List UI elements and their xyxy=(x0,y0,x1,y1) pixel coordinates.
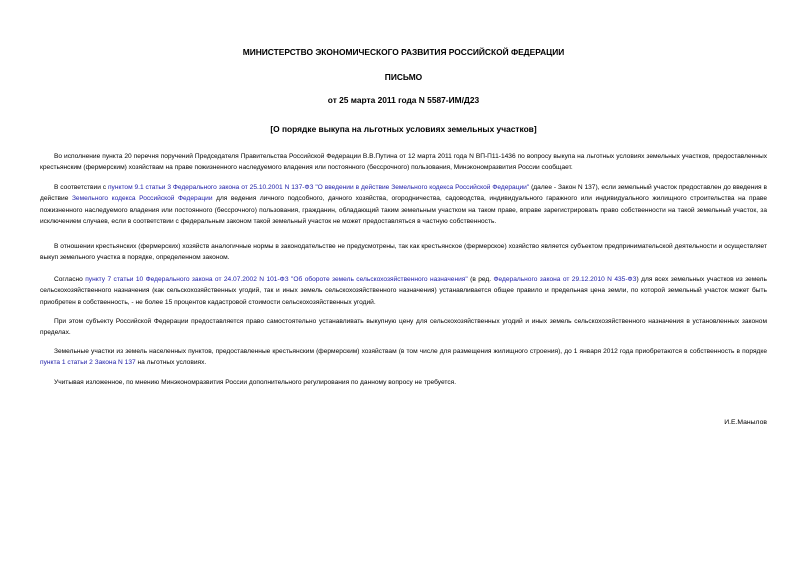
law-137-article-3-link[interactable]: пунктом 9.1 статьи 3 Федерального закона от 25.10.2001 N 137-ФЗ "О введении в действие Земельного кодекса Российской Федерации" xyxy=(107,184,530,191)
paragraph-5: При этом субъекту Российской Федерации предоставляется право самостоятельно устанавливать выкупную цену для сельскохозяйственных угодий и иных земель сельскохозяйственного назначения в установленных законом пределах. xyxy=(40,318,767,337)
paragraph-4-text-c: ) для всех земельных участков из земель сельскохозяйственного назначения (как сельскохозяйственных угодий, так и иных земель сельскохозяйственного назначения) устанавливается общее правило и предельная цена земли, по которой земельный участок может быть приобретен в собственность, - не более 15 процентов кадастровой стоимости сельскохозяйственных угодий. xyxy=(40,276,767,306)
document-kind: ПИСЬМО xyxy=(384,72,423,82)
paragraph-2 xyxy=(40,182,767,227)
paragraph-1: Во исполнение пункта 20 перечня поручений Председателя Правительства Российской Федерации В.В.Путина от 12 марта 2011 года N ВП-П11-1436 по вопросу выкупа на льготных условиях земельных участков, предоставленных крестьянским (фермерским) хозяйствам на праве пожизненного наследуемого владения или постоянного (бессрочного) пользования, Минэкономразвития России сообщает. xyxy=(40,153,767,172)
signature: И.Е.Манылов xyxy=(724,419,767,426)
law-137-article-2-link[interactable]: пункта 1 статьи 2 Закона N 137 xyxy=(40,359,136,367)
paragraph-2-text-b: (далее - Закон N 137), если земельный участок предоставлен до введения в действие xyxy=(40,184,767,203)
paragraph-6 xyxy=(40,346,767,369)
document-date-number: от 25 марта 2011 года N 5587-ИМ/Д23 xyxy=(327,95,480,105)
document-subject: [О порядке выкупа на льготных условиях земельных участков] xyxy=(270,124,537,134)
paragraph-2-text-a: В соответствии с xyxy=(54,184,108,191)
paragraph-2-text-c: для ведения личного подсобного, дачного хозяйства, огородничества, садоводства, индивидуального гаражного или индивидуального жилищного строительства на праве пожизненного наследуемого владения или постоянного (бессрочного) пользования, гражданин, обладающий таким земельным участком на таком праве, вправе зарегистрировать право собственности на такой земельный участок, за исключением случаев, если в соответствии с федеральным законом такой земельный участок не может предоставляться в частную собственность. xyxy=(40,195,768,225)
law-101-article-10-link[interactable]: пункту 7 статьи 10 Федерального закона от 24.07.2002 N 101-ФЗ "Об обороте земель сельскохозяйственного назначения" xyxy=(85,276,468,283)
law-435-link[interactable]: Федерального закона от 29.12.2010 N 435-ФЗ xyxy=(493,276,637,283)
land-code-link[interactable]: Земельного кодекса Российской Федерации xyxy=(71,195,213,203)
paragraph-6-text-b: на льготных условиях. xyxy=(135,359,207,367)
paragraph-4-text-b: (в ред. xyxy=(467,276,494,283)
paragraph-6-text-a: Земельные участки из земель населенных пунктов, предоставленные крестьянским (фермерским) хозяйствам (в том числе для размещения жилищного строения), до 1 января 2012 года приобретаются в собственность в порядке xyxy=(54,348,767,355)
ministry-heading: МИНИСТЕРСТВО ЭКОНОМИЧЕСКОГО РАЗВИТИЯ РОССИЙСКОЙ ФЕДЕРАЦИИ xyxy=(242,47,565,57)
paragraph-7: Учитывая изложенное, по мнению Минэкономразвития России дополнительного регулирования по данному вопросу не требуется. xyxy=(54,379,457,386)
paragraph-4-text-a: Согласно xyxy=(54,276,86,283)
paragraph-4 xyxy=(40,274,767,308)
paragraph-3: В отношении крестьянских (фермерских) хозяйств аналогичные нормы в законодательстве не предусмотрены, так как крестьянское (фермерское) хозяйство является субъектом предпринимательской деятельности и осуществляет выкуп земельного участка в порядке, определенном законом. xyxy=(40,243,767,262)
